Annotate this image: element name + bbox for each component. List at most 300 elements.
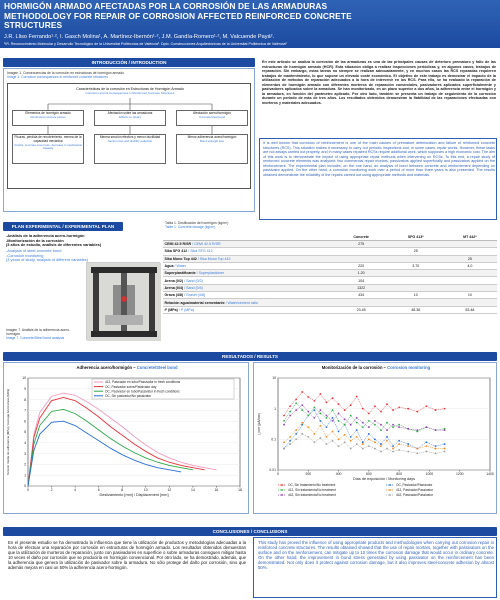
- table-cell: 10: [443, 292, 497, 299]
- data-point: [307, 415, 309, 417]
- data-point: [307, 436, 309, 438]
- data-point: [392, 409, 394, 411]
- data-point: [326, 436, 328, 438]
- data-point: [332, 440, 334, 442]
- affiliations: ¹IR. Reconocimiento Molecular y Desarrollo Tecnológico de la Universitat Politècnica de València². Dpto. Construcciones Arquitectónicas de la Universitat Politècnica de València²: [4, 41, 287, 46]
- row-label-es: Arena (0/2): [164, 278, 184, 283]
- test-rig-illustration: [87, 263, 161, 341]
- data-point: [313, 441, 315, 443]
- conclusions-en-panel: [253, 537, 497, 598]
- data-point: [444, 408, 446, 410]
- data-point: [289, 440, 291, 442]
- row-label-en: CEMI 42.5 R/SR: [194, 242, 221, 247]
- data-point: [283, 415, 285, 417]
- data-point: [326, 417, 328, 419]
- intro-text-es-panel: [259, 58, 497, 138]
- data-point: [338, 445, 340, 447]
- row-label-en: fᶜ (MPa): [180, 307, 194, 312]
- table-header-concrete: Concrete: [334, 233, 389, 241]
- row-label-en: Sika Mono Top 442: [199, 256, 231, 261]
- table-row: [163, 248, 497, 255]
- data-point: [344, 418, 346, 420]
- legend-marker: [281, 484, 283, 486]
- conclusions-section-bar: CONCLUSIONES / CONCLUSIONS: [3, 527, 497, 536]
- diagram-effect-bond-loss-es: Menor adherencia acero/hormigón: [187, 135, 237, 139]
- data-point: [392, 451, 394, 453]
- data-point: [356, 396, 358, 398]
- table-cell: 53.48: [443, 306, 497, 313]
- data-point: [320, 420, 322, 422]
- intro-figure-panel: [3, 68, 255, 212]
- diagram-subtitle: Corrosion and its consequences in Reinforced Concrete Structures: [85, 91, 175, 95]
- data-point: [407, 445, 409, 447]
- table-row-label: [163, 284, 334, 291]
- data-point: [356, 436, 358, 438]
- diagram-item-rebars-en: Effects on rebars: [119, 114, 141, 119]
- data-point: [444, 429, 446, 431]
- row-label-separator: /: [196, 256, 200, 261]
- data-point: [380, 424, 382, 426]
- table-header-label: [163, 233, 334, 241]
- x-tick-label: 200: [305, 472, 312, 476]
- data-point: [338, 431, 340, 433]
- data-point: [313, 409, 315, 411]
- table-cell: [334, 248, 389, 255]
- table-cell: [389, 277, 443, 284]
- row-label-es: Agua: [164, 264, 174, 269]
- table-caption-en: Table 1. Concrete dosage (kg/m³): [165, 225, 216, 230]
- table-row: [163, 306, 497, 313]
- row-label-separator: /: [195, 271, 199, 276]
- row-label-es: Sika SFG 412: [164, 249, 188, 254]
- table-cell: 434: [334, 292, 389, 299]
- table-row-label: [163, 299, 334, 306]
- table-cell: 25: [443, 255, 497, 262]
- data-point: [307, 396, 309, 398]
- data-point: [386, 403, 388, 405]
- diagram-effect-cracks-en: Cracks, concrete cover loss, decrease in mechanical capacity: [14, 142, 82, 151]
- corrosion-diagram: [7, 83, 251, 189]
- y-axis-label: i_corr (μA/cm²): [257, 412, 261, 436]
- diagram-effect-bond-loss-en: Bond strength loss: [200, 138, 224, 143]
- data-point: [444, 443, 446, 445]
- row-label-separator: /: [177, 307, 181, 312]
- y-tick-label: 1: [274, 406, 276, 411]
- table-cell: [389, 284, 443, 291]
- data-point: [289, 436, 291, 438]
- title-line-1: HORMIGÓN ARMADO AFECTADAS POR LA CORROSIÓN DE LAS ARMADURAS: [4, 1, 328, 11]
- y-tick-label: 10: [22, 376, 26, 381]
- data-point: [338, 403, 340, 405]
- table-row: [163, 255, 497, 262]
- x-tick-label: 8: [121, 488, 124, 492]
- data-point: [289, 415, 291, 417]
- diagram-item-rebars-es: Afectación sobre las armaduras: [107, 111, 153, 115]
- table-header-mt442: MT 442*: [443, 233, 497, 241]
- data-point: [301, 424, 303, 426]
- data-point: [407, 408, 409, 410]
- table-cell: 23.45: [334, 306, 389, 313]
- data-point: [320, 409, 322, 411]
- x-tick-label: 800: [396, 472, 402, 476]
- legend-label: OC, Pasivador/Passivator: [396, 483, 433, 488]
- authors: J.R. Lliso Ferrando¹·², I. Gasch Molina¹, A. Martínez-Ibernón¹·², J.M. Gandía-Romero¹·², M. Valcuende Payá².: [4, 33, 275, 40]
- table-cell: [443, 284, 497, 291]
- x-tick-label: 18: [238, 488, 242, 492]
- data-point: [368, 426, 370, 428]
- table-cell: 10: [389, 292, 443, 299]
- data-point: [283, 420, 285, 422]
- legend-marker: [389, 494, 391, 496]
- table-caption-es: Tabla 1. Dosificación del hormigón (kg/m³): [165, 221, 229, 225]
- data-point: [416, 448, 418, 450]
- table-header-sfg413: SFG 413*: [389, 233, 443, 241]
- table-cell: 48.36: [389, 306, 443, 313]
- legend-marker: [389, 489, 391, 491]
- data-point: [356, 422, 358, 424]
- table-cell: [443, 248, 497, 255]
- x-tick-label: 2: [50, 488, 53, 492]
- table-row-label: [163, 241, 334, 248]
- data-point: [374, 441, 376, 443]
- data-point: [283, 448, 285, 450]
- corrosion-chart-panel: [253, 362, 497, 514]
- data-point: [407, 428, 409, 430]
- table-row: [163, 292, 497, 299]
- data-point: [307, 426, 309, 428]
- y-tick-label: 4: [24, 441, 26, 445]
- data-point: [295, 402, 297, 404]
- table-cell: 220: [334, 262, 389, 269]
- y-tick-label: 6: [24, 419, 26, 424]
- data-point: [350, 415, 352, 417]
- data-point: [320, 437, 322, 439]
- row-label-en: Sika SFG 412: [190, 249, 213, 254]
- bond-chart-panel: [3, 362, 249, 514]
- conclusions-text-es: En el presente estudio se ha demostrado la influencia que tiene la utilización de productos y metodologías adecuadas a la hora de efectuar una reparación por corrosión en estructuras de hormigón armado. Los resultados obtenidos demuestran que la utilización de morteros de reparación, junto con pasivadores en superficie o sobre armaduras consiguen mitigar hasta 10 veces el daño por corrosión que se produciría en hormigón convencional. Por otro lado, se ha demostrado, además, que la adherencia que genera la utilización de pasivador sobre la armadura. No sólo protege del daño por corrosión, sino que además mejora en casi un 50% la adherencia acero-hormigón.: [8, 540, 246, 571]
- y-tick-label: 3: [24, 451, 26, 456]
- table-row: [163, 284, 497, 291]
- data-point: [416, 429, 418, 431]
- row-label-separator: /: [191, 242, 195, 247]
- x-tick-label: 600: [366, 472, 372, 476]
- intro-text-en-panel: [259, 138, 497, 220]
- data-point: [380, 429, 382, 431]
- x-axis-label: Deslizamiento [mm] / Displacement [mm]: [99, 493, 169, 497]
- legend-label: 412, Pasivador en tubo/Passivator in fresh conditions: [105, 380, 181, 385]
- data-point: [368, 413, 370, 415]
- data-point: [380, 451, 382, 453]
- data-point: [350, 448, 352, 450]
- data-point: [350, 436, 352, 438]
- table-row-label: [163, 292, 334, 299]
- data-point: [338, 413, 340, 415]
- y-tick-label: 7: [24, 408, 26, 413]
- data-point: [313, 406, 315, 408]
- data-point: [444, 448, 446, 450]
- x-tick-label: 0: [277, 472, 279, 476]
- data-point: [332, 420, 334, 422]
- data-point: [435, 452, 437, 454]
- legend-label: OC, Sin tratamiento/No treatment: [288, 483, 336, 488]
- data-point: [320, 413, 322, 415]
- x-tick-label: 12: [167, 488, 172, 492]
- data-point: [326, 402, 328, 404]
- y-tick-label: 0: [24, 484, 26, 489]
- corrosion-monitoring-chart: [254, 372, 497, 512]
- y-axis-label: Tensión media de adherencia [MPa] / Average bond stress [MPa]: [6, 388, 10, 476]
- data-point: [416, 452, 418, 454]
- y-tick-label: 8: [24, 397, 26, 402]
- data-point: [295, 433, 297, 435]
- legend-marker: [281, 494, 283, 496]
- data-point: [301, 422, 303, 424]
- plan-items-es: -Análisis de la adherencia acero-hormigón -Monitorización de la corrosión (3 años de estudio, análisis de diferentes variables): [6, 233, 102, 248]
- diagram-item-pieces-en: Reinforced concrete pieces: [30, 114, 66, 119]
- row-label-es: Arena (0/4): [164, 285, 184, 290]
- x-tick-label: 1200: [455, 472, 464, 476]
- data-point: [374, 438, 376, 440]
- data-point: [435, 448, 437, 450]
- legend-marker: [389, 484, 391, 486]
- table-cell: 25: [389, 248, 443, 255]
- table-cell: [389, 241, 443, 248]
- data-point: [380, 443, 382, 445]
- bond-chart-title-es: Adherencia acero/hormigón: [76, 365, 133, 370]
- data-point: [398, 440, 400, 442]
- diagram-effect-cracks: [12, 134, 84, 164]
- data-point: [368, 445, 370, 447]
- data-point: [426, 445, 428, 447]
- data-point: [320, 425, 322, 427]
- data-point: [344, 441, 346, 443]
- concrete-dosage-table: [163, 233, 497, 314]
- diagram-item-rebars: [94, 110, 166, 126]
- conclusions-es-panel: [3, 537, 249, 598]
- data-point: [295, 429, 297, 431]
- table-row-label: [163, 255, 334, 262]
- data-point: [416, 411, 418, 413]
- data-point: [295, 399, 297, 401]
- row-label-separator: /: [224, 300, 228, 305]
- data-point: [362, 422, 364, 424]
- data-point: [374, 448, 376, 450]
- data-point: [426, 426, 428, 428]
- data-point: [301, 391, 303, 393]
- x-tick-label: 1000: [425, 472, 434, 476]
- plan-section-bar: PLAN EXPERIMENTAL / EXPERIMENTAL PLAN: [3, 222, 123, 231]
- table-row-label: [163, 270, 334, 277]
- conclusions-text-en: This study has proved the influence of using appropriate products and methodologies when carrying out corrosion repair in reinforced concrete structures. The results obtained showed that the use of repair mortars, together with passivators on the surface and on the reinforcement, can mitigate up to 10 times the corrosion damage that would occur in ordinary concrete. On the other hand, the improvement in bond stress generated by using passivator on the reinforcement has been demonstrated. Not only does it protect against corrosion damage, but it also improves steel-concrete adhesion by almost 50%.: [258, 540, 494, 571]
- row-label-es: Relación agua/material cementante: [164, 300, 225, 305]
- data-point: [368, 433, 370, 435]
- data-point: [326, 443, 328, 445]
- data-point: [283, 424, 285, 426]
- row-label-separator: /: [187, 249, 191, 254]
- intro-text-es: En este artículo se analiza la corrosión de las armaduras es una de las principales causas de deterioro prematuro y fallo de las estructuras de hormigón armado (HCR). Esta situación obliga a realizar inspecciones periódicas y, en algunos casos, trabajos de reparación. Sin embargo, estas tareas no siempre se realizan adecuadamente, y en muchos casos las RCS reparadas requieren trabajos de mantenimiento, lo que supone un elevado coste económico. El objetivo de este trabajo es demostrar el impacto de la utilización de métodos de reparación adecuados a la hora de intervenir en los RCS. Para ello, se ha evaluado la reparación de elementos de hormigón armado con diferentes morteros de reparación comerciales, pasivadores aplicados superficialmente y pasivadores aplicados sobre la armadura. Se han monitorizado, en un plazo superior a dos años, la adherencia entre el hormigón y la armadura, en función del parámetro aplicado. Por otro lado, también se presenta un trabajo de seguimiento de la corrosión durante un periodo de más de tres años. Los resultados obtenidos demuestran la fiabilidad de las reparaciones efectuadas con morteros y materiales adecuados.: [262, 60, 496, 105]
- legend-label: 412, Pasivador/Passivator: [396, 488, 434, 493]
- data-point: [380, 445, 382, 447]
- row-label-es: Sika Mono Top 442: [164, 256, 197, 261]
- row-label-es: fᶜ (MPa): [164, 307, 178, 312]
- table-row-label: [163, 277, 334, 284]
- data-point: [338, 438, 340, 440]
- bond-stress-chart: [4, 372, 249, 512]
- data-point: [320, 393, 322, 395]
- data-point: [392, 448, 394, 450]
- data-point: [313, 433, 315, 435]
- diagram-effect-bond-loss: [176, 134, 248, 164]
- data-point: [344, 409, 346, 411]
- data-point: [386, 422, 388, 424]
- table-row: [163, 299, 497, 306]
- title-line-2: METHODOLOGY FOR REPAIR OF CORROSION AFFECTED REINFORCED CONCRETE: [4, 10, 352, 21]
- table-caption: [165, 221, 315, 229]
- data-point: [426, 451, 428, 453]
- table-row: [163, 277, 497, 284]
- data-point: [368, 438, 370, 440]
- data-point: [289, 411, 291, 413]
- data-point: [289, 443, 291, 445]
- diagram-effect-section-es: Merma sección efectiva y menor ductilidad: [99, 135, 161, 139]
- data-point: [350, 404, 352, 406]
- row-label-en: Superplasticiser: [198, 271, 225, 276]
- data-point: [444, 451, 446, 453]
- data-point: [301, 404, 303, 406]
- bond-chart-title-en: Concrete/Steel bond: [136, 365, 178, 370]
- x-tick-label: 10: [143, 488, 148, 492]
- y-tick-label: 0.01: [269, 468, 276, 473]
- data-point: [301, 433, 303, 435]
- data-point: [313, 417, 315, 419]
- test-rig-photo: [86, 262, 160, 340]
- table-row: [163, 270, 497, 277]
- x-tick-label: 16: [214, 488, 219, 492]
- table-cell: 1.20: [334, 270, 389, 277]
- data-point: [356, 429, 358, 431]
- data-point: [374, 405, 376, 407]
- data-point: [332, 417, 334, 419]
- data-point: [338, 420, 340, 422]
- table-cell: [443, 299, 497, 306]
- intro-section-bar: INTRODUCCIÓN / INTRODUCTION: [3, 58, 255, 67]
- data-point: [426, 405, 428, 407]
- table-cell: 1322: [334, 284, 389, 291]
- data-point: [435, 445, 437, 447]
- data-point: [398, 449, 400, 451]
- table-cell: [443, 277, 497, 284]
- x-tick-label: 6: [97, 488, 100, 492]
- intro-image-caption: [7, 71, 247, 79]
- diagram-item-bond: [176, 110, 248, 126]
- data-point: [380, 411, 382, 413]
- plan-items-en: -Analysis of steel-concrete bond -Corrosion monitoring (3 years of study, analysis of different variables): [6, 248, 89, 263]
- data-point: [435, 409, 437, 411]
- row-label-en: Sand (0/2): [186, 278, 203, 283]
- plan-image-caption-en: Image 7. Concrete/Steel bond analysis: [6, 336, 65, 341]
- table-row-label: [163, 248, 334, 255]
- data-point: [386, 429, 388, 431]
- results-section-bar: RESULTADOS / RESULTS: [3, 352, 497, 361]
- x-tick-label: 4: [74, 488, 77, 492]
- data-point: [350, 424, 352, 426]
- data-point: [301, 409, 303, 411]
- data-point: [398, 426, 400, 428]
- row-label-en: Water: [176, 264, 186, 269]
- legend-label: 442, Sin tratamiento/No treatment: [288, 493, 336, 498]
- diagram-item-bond-en: Concrete/steel bond: [199, 114, 225, 119]
- x-tick-label: 400: [335, 472, 342, 476]
- diagram-item-bond-es: Afectación acero/hormigón: [193, 111, 231, 115]
- title-line-3: STRUCTURES: [4, 20, 63, 30]
- corrosion-chart-title: Monitorización de la corrosión – Corrosion monitoring: [321, 365, 431, 370]
- table-cell: [334, 255, 389, 262]
- table-header-row: [163, 233, 497, 241]
- diagram-effect-cracks-es: Fisuras, pérdida de recubrimiento, merma de la capacidad mecánica: [14, 135, 82, 143]
- legend-label: OC, Sin pasivador/No passivator: [105, 394, 152, 398]
- data-point: [386, 448, 388, 450]
- y-tick-label: 0.1: [271, 437, 276, 442]
- data-point: [362, 426, 364, 428]
- diagram-effect-section-en: Section loss and ductility reduction: [107, 138, 153, 143]
- table-row-label: [163, 306, 334, 313]
- data-point: [295, 409, 297, 411]
- data-point: [392, 426, 394, 428]
- data-point: [426, 441, 428, 443]
- table-cell: 4.0: [443, 262, 497, 269]
- data-point: [398, 443, 400, 445]
- row-label-separator: /: [183, 293, 187, 298]
- row-label-es: Superplastificante: [164, 271, 196, 276]
- data-point: [398, 424, 400, 426]
- data-point: [344, 434, 346, 436]
- plan-image-caption-es: Imagen 7. Análisis de la adherencia acero-hormigón: [6, 328, 71, 337]
- row-label-es: CEMI 42.5 R/SR: [164, 242, 192, 247]
- data-point: [362, 443, 364, 445]
- data-point: [368, 420, 370, 422]
- data-point: [313, 400, 315, 402]
- data-point: [386, 436, 388, 438]
- y-tick-label: 2: [24, 462, 26, 467]
- data-point: [407, 451, 409, 453]
- data-point: [435, 429, 437, 431]
- diagram-effect-section: [94, 134, 166, 164]
- table-row-label: [163, 262, 334, 269]
- row-label-es: Grava (4/8): [164, 293, 184, 298]
- legend-label: 442, Pasivador/Passivator: [396, 493, 434, 498]
- table-cell: [334, 299, 389, 306]
- data-point: [374, 420, 376, 422]
- diagram-title: Características de la corrosión en Estructuras de Hormigón Armado: [76, 87, 184, 91]
- data-point: [326, 415, 328, 417]
- corrosion-chart-title-es: Monitorización de la corrosión: [321, 365, 383, 370]
- legend-label: 412, Sin tratamiento/No treatment: [288, 488, 336, 493]
- data-point: [392, 424, 394, 426]
- row-label-separator: /: [183, 285, 187, 290]
- x-tick-label: 1400: [486, 472, 494, 476]
- table-cell: [443, 270, 497, 277]
- data-point: [332, 397, 334, 399]
- data-point: [362, 441, 364, 443]
- poster-header: [0, 0, 500, 48]
- table-cell: [443, 241, 497, 248]
- corrosion-chart-title-en: Corrosion monitoring: [387, 365, 431, 370]
- data-point: [350, 440, 352, 442]
- intro-text-en: It is well known that corrosion of reinforcement is one of the main causes of premature deterioration and failure of reinforced concrete structures (RCS). This situation makes it necessary to carry out periodic inspections and, in some cases, repair works. However, these tasks are not always carried out properly, and in many cases repaired RCSs require additional work, which supposes a high economic cost. The aim of this work is to demonstrate the impact of using appropriate repair methods when intervening on RCSs. To this end, a repair study of reinforced concrete elements was analysed: two commercial repair mortars, passivators applied superficially and passivators applied on the reinforcement. The experimental plan includes, on the one hand, an analysis of bond between concrete and reinforcement depending on passivator applied. On the other hand, a corrosion monitoring work over a period of more than three years is also presented. The results obtained demonstrate the reliability of the repairs carried out using appropriate methods and materials.: [263, 141, 495, 177]
- intro-caption-es: Imagen 1. Consecuencias de la corrosión en estructuras de hormigón armado: [7, 71, 125, 75]
- table-cell: [389, 299, 443, 306]
- diagram-item-pieces: [12, 110, 84, 126]
